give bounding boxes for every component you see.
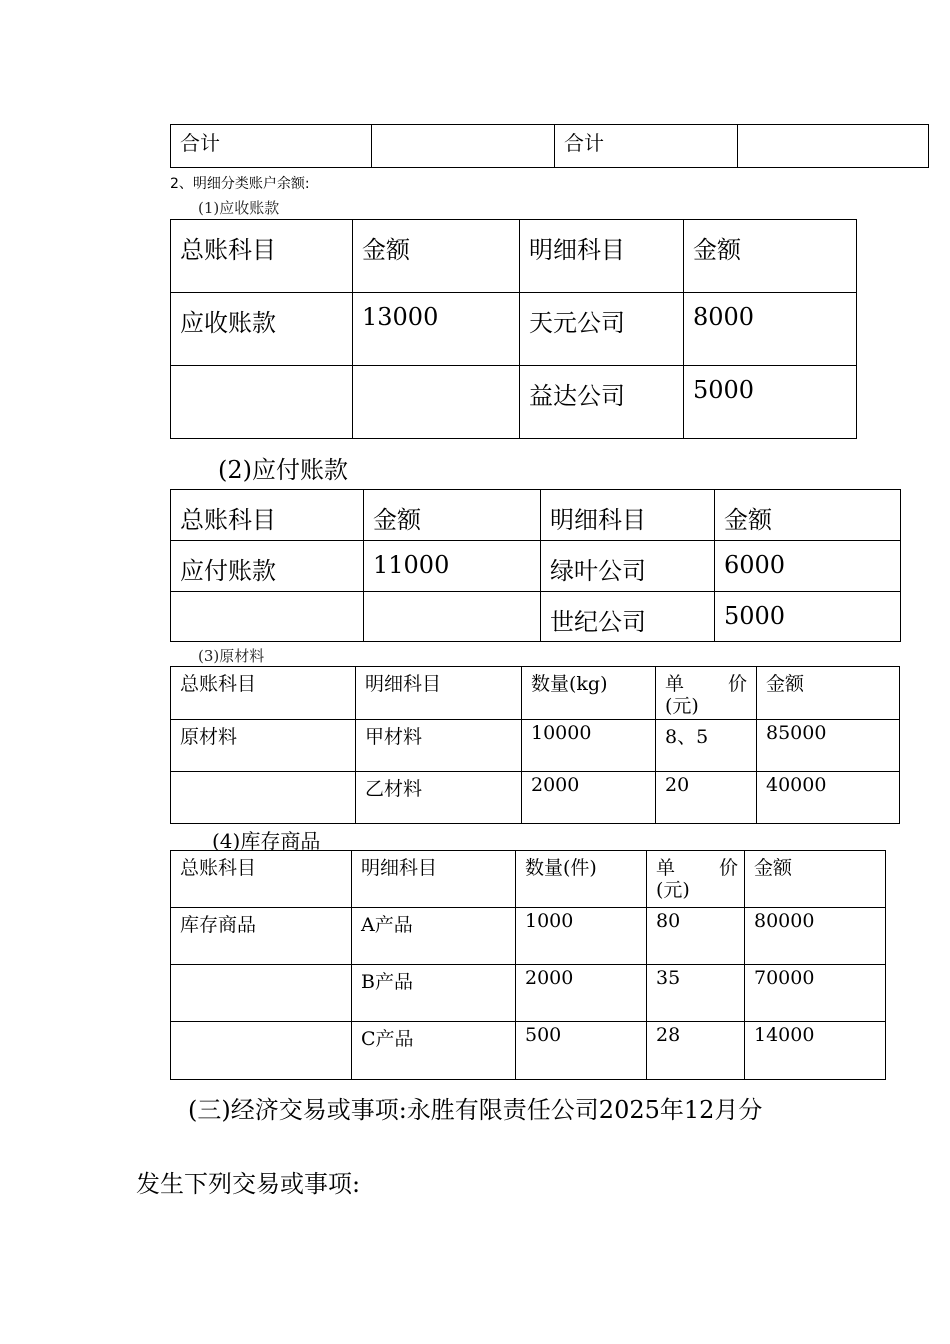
payable-caption: (2)应付账款	[218, 456, 348, 484]
table-row	[171, 720, 900, 772]
table-cell: 14000	[745, 1022, 886, 1080]
table-cell: 70000	[745, 965, 886, 1022]
table-cell: 乙材料	[356, 772, 522, 824]
header-cell: 金额	[715, 490, 901, 541]
total-table	[170, 124, 929, 168]
table-header-row	[171, 220, 857, 293]
table-cell: 20	[656, 772, 757, 824]
table-cell	[171, 965, 352, 1022]
header-cell: 总账科目	[171, 220, 353, 293]
total-label-cell: 合计	[555, 125, 738, 168]
table-cell	[171, 772, 356, 824]
total-value-cell	[738, 125, 929, 168]
table-cell: 8000	[684, 293, 857, 366]
table-cell: 绿叶公司	[541, 541, 715, 592]
header-cell: 总账科目	[171, 490, 364, 541]
table-cell: 1000	[516, 908, 647, 965]
table-row	[171, 293, 857, 366]
header-cell-unit-price: 单 价 (元)	[656, 667, 757, 720]
table-cell: 2000	[522, 772, 656, 824]
table-cell: 500	[516, 1022, 647, 1080]
table-cell	[171, 366, 353, 439]
table-row	[171, 541, 901, 592]
table-header-row	[171, 851, 886, 908]
table-cell	[171, 592, 364, 642]
table-cell: 甲材料	[356, 720, 522, 772]
receivable-table	[170, 219, 857, 439]
table-cell	[353, 366, 520, 439]
table-cell: 13000	[353, 293, 520, 366]
table-cell: 35	[647, 965, 745, 1022]
table-cell: 80	[647, 908, 745, 965]
header-cell: 金额	[757, 667, 900, 720]
table-cell: A产品	[352, 908, 516, 965]
header-cell: 金额	[745, 851, 886, 908]
transactions-heading: (三)经济交易或事项:永胜有限责任公司2025年12月分	[188, 1096, 763, 1124]
table-cell: 10000	[522, 720, 656, 772]
table-cell	[364, 592, 541, 642]
table-cell: 8、5	[656, 720, 757, 772]
table-row	[171, 592, 901, 642]
table-cell: 天元公司	[520, 293, 684, 366]
materials-caption: (3)原材料	[198, 647, 265, 665]
header-cell: 总账科目	[171, 667, 356, 720]
table-row	[171, 366, 857, 439]
table-cell: 库存商品	[171, 908, 352, 965]
table-cell	[171, 1022, 352, 1080]
table-cell: 6000	[715, 541, 901, 592]
table-header-row	[171, 667, 900, 720]
total-value-cell	[372, 125, 555, 168]
table-cell: 应付账款	[171, 541, 364, 592]
transactions-intro: 发生下列交易或事项:	[136, 1170, 361, 1198]
payable-table	[170, 489, 901, 642]
header-cell-unit-price: 单 价 (元)	[647, 851, 745, 908]
table-cell: 5000	[715, 592, 901, 642]
table-row	[171, 772, 900, 824]
total-label-cell: 合计	[171, 125, 372, 168]
header-cell: 金额	[364, 490, 541, 541]
header-cell: 明细科目	[541, 490, 715, 541]
table-header-row	[171, 490, 901, 541]
header-cell: 明细科目	[356, 667, 522, 720]
header-cell: 明细科目	[352, 851, 516, 908]
header-cell: 总账科目	[171, 851, 352, 908]
table-row	[171, 965, 886, 1022]
table-cell: 益达公司	[520, 366, 684, 439]
goods-caption: (4)库存商品	[212, 829, 321, 853]
table-cell: 40000	[757, 772, 900, 824]
materials-table	[170, 666, 900, 824]
table-cell: 世纪公司	[541, 592, 715, 642]
table-cell: 2000	[516, 965, 647, 1022]
header-cell: 数量(件)	[516, 851, 647, 908]
header-cell: 明细科目	[520, 220, 684, 293]
header-cell: 金额	[684, 220, 857, 293]
table-cell: 原材料	[171, 720, 356, 772]
table-cell: C产品	[352, 1022, 516, 1080]
table-cell: 11000	[364, 541, 541, 592]
table-row	[171, 1022, 886, 1080]
table-cell: 5000	[684, 366, 857, 439]
goods-table	[170, 850, 886, 1080]
section-heading: 2、明细分类账户余额:	[170, 176, 310, 192]
receivable-caption: (1)应收账款	[198, 199, 280, 217]
table-cell: 85000	[757, 720, 900, 772]
header-cell: 金额	[353, 220, 520, 293]
table-cell: 28	[647, 1022, 745, 1080]
table-row	[171, 908, 886, 965]
header-cell: 数量(kg)	[522, 667, 656, 720]
table-cell: 80000	[745, 908, 886, 965]
table-cell: B产品	[352, 965, 516, 1022]
table-cell: 应收账款	[171, 293, 353, 366]
